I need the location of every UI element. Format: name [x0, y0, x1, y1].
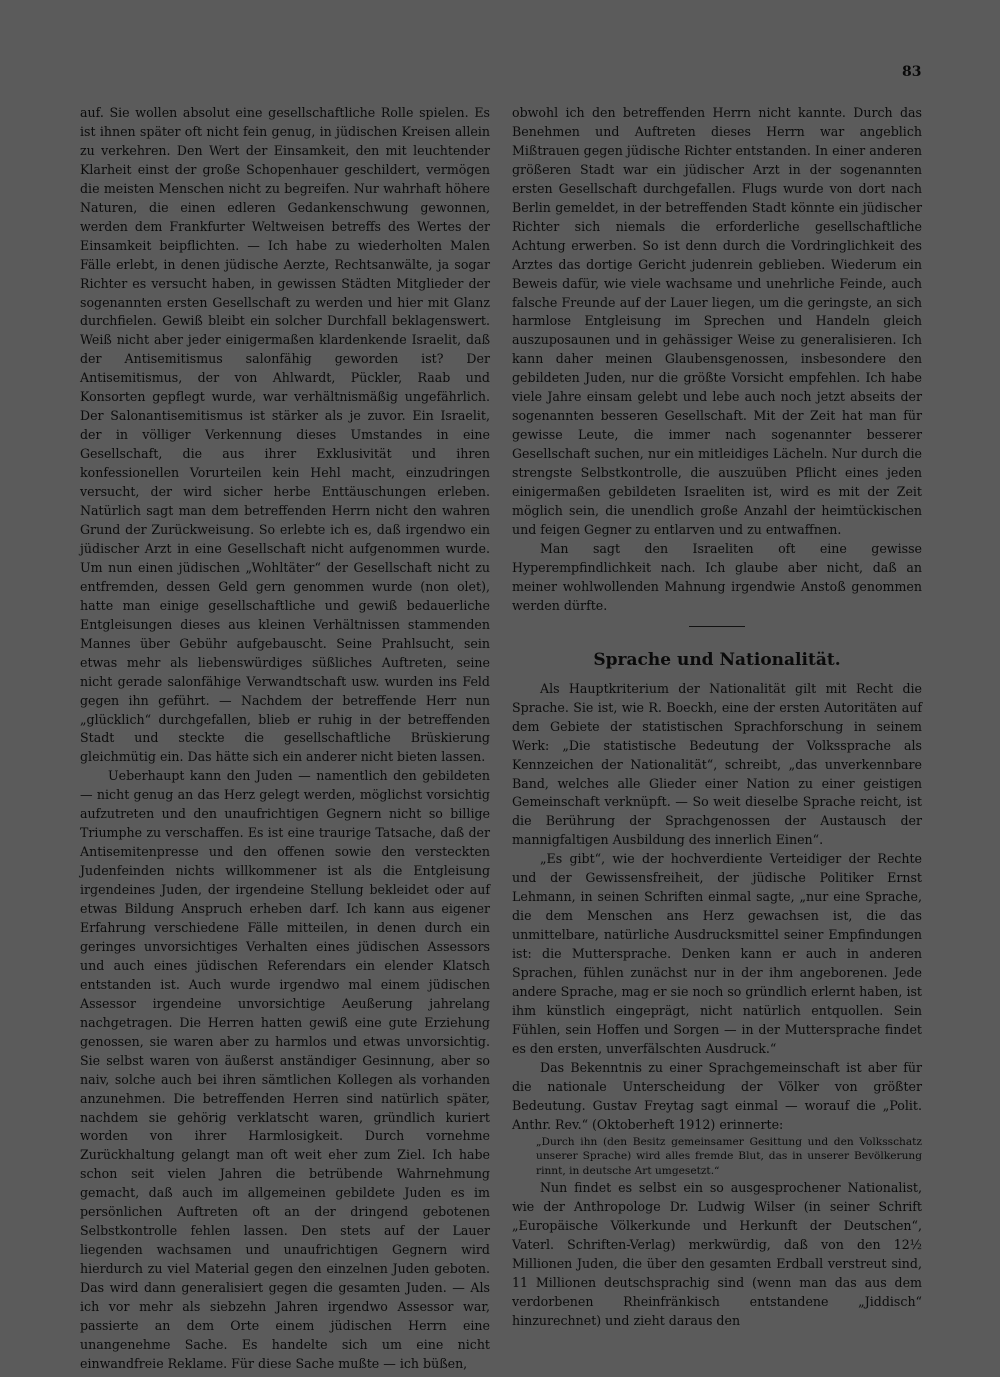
- paragraph: Ueberhaupt kann den Juden — namentlich den gebildeten — nicht genug an das Herz gelegt werden, möglichst vorsichtig aufzutreten und den unaufrichtigen Gegnern nicht so billige Triumphe zu verschaffen. Es ist eine traurige Tatsache, daß der Antisemitenpresse und den offenen sowie den versteckten Judenfeinden nichts willkommener ist als die Entgleisung irgendeines Juden, der irgendeine Stellung bekleidet oder auf etwas Bildung Anspruch erheben darf. Ich kann aus eigener Erfahrung verschiedene Fälle mitteilen, in denen durch ein geringes unvorsichtiges Verhalten eines jüdischen Assessors und auch eines jüdischen Referendars ein elender Klatsch entstanden ist. Auch wurde irgendwo mal einem jüdischen Assessor irgendeine unvorsichtige Aeußerung jahrelang nachgetragen. Die Herren hatten gewiß eine gute Erziehung genossen, sie waren aber zu harmlos und etwas unvorsichtig. Sie selbst waren von äußerst anständiger Gesinnung, aber so naiv, solche auch bei ihren sämtlichen Kollegen als vorhanden anzunehmen. Die betreffenden Herren sind natürlich später, nachdem sie gehörig verklatscht waren, gründlich kuriert worden von ihrer Harmlosigkeit. Durch vornehme Zurückhaltung gelangt man oft weit eher zum Ziel. Ich habe schon seit vielen Jahren die betrübende Wahrnehmung gemacht, daß auch im allgemeinen gebildete Juden es im persönlichen Auftreten oft an der dringend gebotenen Selbstkontrolle fehlen lassen. Den stets auf der Lauer liegenden wachsamen und unaufrichtigen Gegnern wird hierdurch zu viel Material gegen den einzelnen Juden geboten. Das wird dann generalisiert gegen die gesamten Juden. — Als ich vor mehr als siebzehn Jahren irgendwo Assessor war, passierte an dem Orte einem jüdischen Herrn eine unangenehme Sache. Es handelte sich um eine nicht einwandfreie Reklame. Für diese Sache mußte — ich büßen,: [80, 768, 490, 1371]
- section-divider: [689, 626, 745, 627]
- block-quote: „Durch ihn (den Besitz gemeinsamer Gesittung und den Volksschatz unserer Sprache) wird alles fremde Blut, das in unserer Bevölkerung rinnt, in deutsche Art umgesetzt.“: [536, 1135, 922, 1178]
- paragraph: auf. Sie wollen absolut eine gesellschaftliche Rolle spielen. Es ist ihnen später oft nicht fein genug, in jüdischen Kreisen allein zu verkehren. Den Wert der Einsamkeit, den mit leuchtender Klarheit einst der große Schopenhauer geschildert, vermögen die meisten Menschen nicht zu begreifen. Nur wahrhaft höhere Naturen, die einen edleren Gedankenschwung gewonnen, werden dem Frankfurter Weltweisen betreffs des Wertes der Einsamkeit beipflichten. — Ich habe zu wiederholten Malen Fälle erlebt, in denen jüdische Aerzte, Rechtsanwälte, ja sogar Richter es versucht haben, in gewissen Städten Mitglieder der sogenannten ersten Gesellschaft zu werden und hier mit Glanz durchfielen. Gewiß bleibt ein solcher Durchfall beklagenswert. Weiß nicht aber jeder einigermaßen klardenkende Israelit, daß der Antisemitismus salonfähig geworden ist? Der Antisemitismus, der von Ahlwardt, Pückler, Raab und Konsorten gepflegt wurde, war verhältnismäßig ungefährlich. Der Salonantisemitismus ist stärker als je zuvor. Ein Israelit, der in völliger Verkennung dieses Umstandes in eine Gesellschaft, die aus ihrer Exklusivität und ihren konfessionellen Vorurteilen kein Hehl macht, einzudringen versucht, der wird sicher herbe Enttäuschungen erleben. Natürlich sagt man dem betreffenden Herrn nicht den wahren Grund der Zurückweisung. So erlebte ich es, daß irgendwo ein jüdischer Arzt in eine Gesellschaft nicht aufgenommen wurde. Um nun einen jüdischen „Wohltäter“ der Gesellschaft nicht zu entfremden, dessen Geld gern genommen wurde (non olet), hatte man einige gesellschaftliche und gewiß bedauerliche Entgleisungen dieses aus kleinen Verhältnissen stammenden Mannes über Gebühr aufgebauscht. Seine Prahlsucht, sein etwas mehr als liebenswürdiges süßliches Auftreten, seine nicht gerade salonfähige Verwandtschaft usw. wurden ins Feld gegen ihn geführt. — Nachdem der betreffende Herr nun „glücklich“ durchgefallen, blieb er ruhig in der betreffenden Stadt und steckte die gesellschaftliche Brüskierung gleichmütig ein. Das hätte sich ein anderer nicht bieten lassen.: [80, 105, 490, 765]
- page-number: 83: [902, 64, 922, 80]
- paragraph: Man sagt den Israeliten oft eine gewisse Hyperempfindlichkeit nach. Ich glaube aber nicht, daß an meiner wohlwollenden Mahnung irgendwie Anstoß genommen werden dürfte.: [512, 540, 922, 613]
- paragraph: obwohl ich den betreffenden Herrn nicht kannte. Durch das Benehmen und Auftreten dieses Herrn war angeblich Mißtrauen gegen jüdische Richter entstanden. In einer anderen größeren Stadt war ein jüdischer Arzt in der sogenannten ersten Gesellschaft durchgefallen. Flugs wurde von dort nach Berlin gemeldet, in der betreffenden Stadt könnte ein jüdischer Richter sich niemals die erforderliche gesellschaftliche Achtung erwerben. So ist denn durch die Vordringlichkeit des Arztes das dortige Gericht judenrein geblieben. Wiederum ein Beweis dafür, wie viele wachsame und unehrliche Feinde, auch falsche Freunde auf der Lauer liegen, um die geringste, an sich harmlose Entgleisung im Sprechen und Handeln gleich auszuposaunen und in gehässiger Weise zu generalisieren. Ich kann daher meinen Glaubensgenossen, insbesondere den gebildeten Juden, nur die größte Vorsicht empfehlen. Ich habe viele Jahre einsam gelebt und lebe auch noch jetzt abseits der sogenannten besseren Gesellschaft. Mit der Zeit hat man für gewisse Leute, die immer nach sogenannter besserer Gesellschaft suchen, nur ein mitleidiges Lächeln. Nur durch die strengste Selbstkontrolle, die auszuüben Pflicht eines jeden einigermaßen gebildeten Israeliten ist, wird es mit der Zeit möglich sein, die unendlich große Anzahl der heimtückischen und feigen Gegner zu entlarven und zu entwaffnen.: [512, 105, 922, 537]
- right-column: [512, 104, 922, 1331]
- paragraph: „Es gibt“, wie der hochverdiente Verteidiger der Rechte und der Gewissensfreiheit, der jüdische Politiker Ernst Lehmann, in seinen Schriften einmal sagte, „nur eine Sprache, die dem Menschen ans Herz gewachsen ist, die das unmittelbare, natürliche Ausdrucksmittel seiner Empfindungen ist: die Muttersprache. Denken kann er auch in anderen Sprachen, fühlen zunächst nur in der ihm angeborenen. Jede andere Sprache, mag er sie noch so gründlich erlernt haben, ist ihm künstlich eingeprägt, nicht natürlich entquollen. Sein Fühlen, sein Hoffen und Sorgen — in der Muttersprache findet es den ersten, unverfälschten Ausdruck.“: [512, 851, 922, 1056]
- left-column: [80, 104, 490, 1374]
- paragraph: Nun findet es selbst ein so ausgesprochener Nationalist, wie der Anthropologe Dr. Ludwig Wilser (in seiner Schrift „Europäische Völkerkunde und Herkunft der Deutschen“, Vaterl. Schriften-Verlag) merkwürdig, daß von den 12½ Millionen Juden, die über den gesamten Erdball verstreut sind, 11 Millionen deutschsprachig sind (wenn man das aus dem verdorbenen Rheinfränkisch entstandene „Jiddisch“ hinzurechnet) und zieht daraus den: [512, 1180, 922, 1328]
- section-heading: Sprache und Nationalität.: [593, 649, 841, 670]
- paragraph: Das Bekenntnis zu einer Sprachgemeinschaft ist aber für die nationale Unterscheidung der Völker von größter Bedeutung. Gustav Freytag sagt einmal — worauf die „Polit. Anthr. Rev.“ (Oktoberheft 1912) erinnerte:: [512, 1059, 922, 1132]
- paragraph: Als Hauptkriterium der Nationalität gilt mit Recht die Sprache. Sie ist, wie R. Boeckh, eine der ersten Autoritäten auf dem Gebiete der statistischen Sprachforschung in seinem Werk: „Die statistische Bedeutung der Volkssprache als Kennzeichen der Nationalität“, schreibt, „das unverkennbare Band, welches alle Glieder einer Nation zu einer geistigen Gemeinschaft verknüpft. — So weit dieselbe Sprache reicht, ist die Berührung der Sprachgenossen der Austausch der mannigfaltigen Ausbildung des innerlich Einen“.: [512, 680, 922, 848]
